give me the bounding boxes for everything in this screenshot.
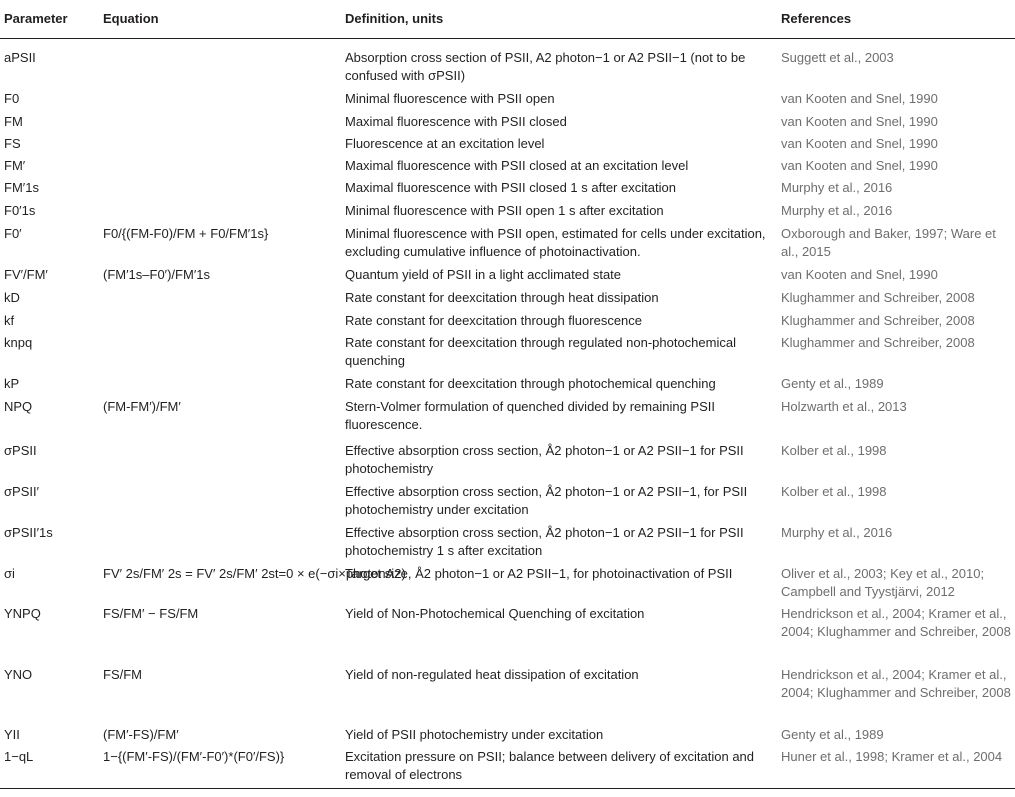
reference-cell: Murphy et al., 2016 [781,203,893,218]
equation-cell: FS/FM [103,667,142,682]
header-references: References [781,11,852,26]
parameter-cell: kf [4,313,15,328]
reference-cell: van Kooten and Snel, 1990 [781,158,938,173]
parameter-cell: FM′ [4,158,26,173]
reference-cell: Genty et al., 1989 [781,376,884,391]
reference-cell: van Kooten and Snel, 1990 [781,267,938,282]
reference-cell: Klughammer and Schreiber, 2008 [781,290,975,305]
reference-cell: Kolber et al., 1998 [781,443,887,458]
definition-cell: Maximal fluorescence with PSII closed 1 s after excitation [345,180,676,195]
reference-cell: van Kooten and Snel, 1990 [781,91,938,106]
parameter-cell: aPSII [4,50,36,65]
header-parameter: Parameter [4,11,68,26]
parameter-cell: YNPQ [4,606,41,621]
reference-cell: Murphy et al., 2016 [781,525,893,540]
definition-cell: Minimal fluorescence with PSII open, estimated for cells under excitation, excluding cumulative influence of photoinactivation. [345,226,766,259]
reference-cell: Hendrickson et al., 2004; Kramer et al., 2004; Klughammer and Schreiber, 2008 [781,606,1011,639]
parameter-cell: FV′/FM′ [4,267,48,282]
reference-cell: van Kooten and Snel, 1990 [781,136,938,151]
definition-cell: Effective absorption cross section, Å2 photon−1 or A2 PSII−1 for PSII photochemistry 1 s after excitation [345,525,744,558]
definition-cell: Absorption cross section of PSII, A2 photon−1 or A2 PSII−1 (not to be confused with σPSII) [345,50,746,83]
header-definition: Definition, units [345,11,444,26]
parameter-cell: σPSII [4,443,37,458]
reference-cell: Hendrickson et al., 2004; Kramer et al., 2004; Klughammer and Schreiber, 2008 [781,667,1011,700]
definition-cell: Effective absorption cross section, Å2 photon−1 or A2 PSII−1 for PSII photochemistry [345,443,744,476]
table-bottom-rule [0,788,1015,789]
reference-cell: Oliver et al., 2003; Key et al., 2010; Campbell and Tyystjärvi, 2012 [781,566,985,599]
definition-cell: Rate constant for deexcitation through heat dissipation [345,290,659,305]
reference-cell: Holzwarth et al., 2013 [781,399,907,414]
equation-cell: (FM-FM′)/FM′ [103,399,181,414]
reference-cell: Oxborough and Baker, 1997; Ware et al., 2015 [781,226,996,259]
parameter-cell: kP [4,376,20,391]
equation-cell: (FM′-FS)/FM′ [103,727,179,742]
equation-cell: FV′ 2s/FM′ 2s = FV′ 2s/FM′ 2st=0 × e(−σi×photonA2) [103,566,406,581]
header-equation: Equation [103,11,159,26]
parameter-cell: F0′1s [4,203,36,218]
definition-cell: Minimal fluorescence with PSII open [345,91,555,106]
equation-cell: FS/FM′ − FS/FM [103,606,199,621]
definition-cell: Minimal fluorescence with PSII open 1 s after excitation [345,203,664,218]
reference-cell: van Kooten and Snel, 1990 [781,114,938,129]
parameter-cell: knpq [4,335,33,350]
definition-cell: Effective absorption cross section, Å2 photon−1 or A2 PSII−1, for PSII photochemistry under excitation [345,484,748,517]
parameter-cell: σi [4,566,15,581]
parameter-cell: F0 [4,91,20,106]
definition-cell: Target size, Å2 photon−1 or A2 PSII−1, for photoinactivation of PSII [345,566,733,581]
parameter-cell: 1−qL [4,749,34,764]
reference-cell: Klughammer and Schreiber, 2008 [781,335,975,350]
definition-cell: Rate constant for deexcitation through photochemical quenching [345,376,716,391]
definition-cell: Rate constant for deexcitation through fluorescence [345,313,643,328]
parameter-cell: YII [4,727,20,742]
definition-cell: Yield of non-regulated heat dissipation of excitation [345,667,639,682]
reference-cell: Murphy et al., 2016 [781,180,893,195]
definition-cell: Rate constant for deexcitation through regulated non-photochemical quenching [345,335,736,368]
parameter-cell: FM′1s [4,180,39,195]
reference-cell: Klughammer and Schreiber, 2008 [781,313,975,328]
equation-cell: 1−{(FM′-FS)/(FM′-F0′)*(F0′/FS)} [103,749,285,764]
definition-cell: Yield of PSII photochemistry under excitation [345,727,604,742]
parameter-cell: FM [4,114,23,129]
reference-cell: Huner et al., 1998; Kramer et al., 2004 [781,749,1003,764]
parameter-cell: σPSII′ [4,484,40,499]
reference-cell: Kolber et al., 1998 [781,484,887,499]
definition-cell: Maximal fluorescence with PSII closed [345,114,567,129]
equation-cell: (FM′1s–F0′)/FM′1s [103,267,210,282]
reference-cell: Suggett et al., 2003 [781,50,894,65]
definition-cell: Quantum yield of PSII in a light acclimated state [345,267,622,282]
parameter-cell: kD [4,290,20,305]
definition-cell: Maximal fluorescence with PSII closed at an excitation level [345,158,689,173]
equation-cell: F0/{(FM-F0)/FM + F0/FM′1s} [103,226,269,241]
definition-cell: Stern-Volmer formulation of quenched divided by remaining PSII fluorescence. [345,399,715,432]
parameter-cell: σPSII′1s [4,525,53,540]
parameter-cell: NPQ [4,399,33,414]
reference-cell: Genty et al., 1989 [781,727,884,742]
definition-cell: Excitation pressure on PSII; balance between delivery of excitation and removal of electrons [345,749,755,782]
parameter-cell: FS [4,136,21,151]
parameter-cell: YNO [4,667,33,682]
table-header [0,0,1015,39]
definition-cell: Yield of Non-Photochemical Quenching of excitation [345,606,645,621]
parameter-cell: F0′ [4,226,22,241]
definition-cell: Fluorescence at an excitation level [345,136,545,151]
